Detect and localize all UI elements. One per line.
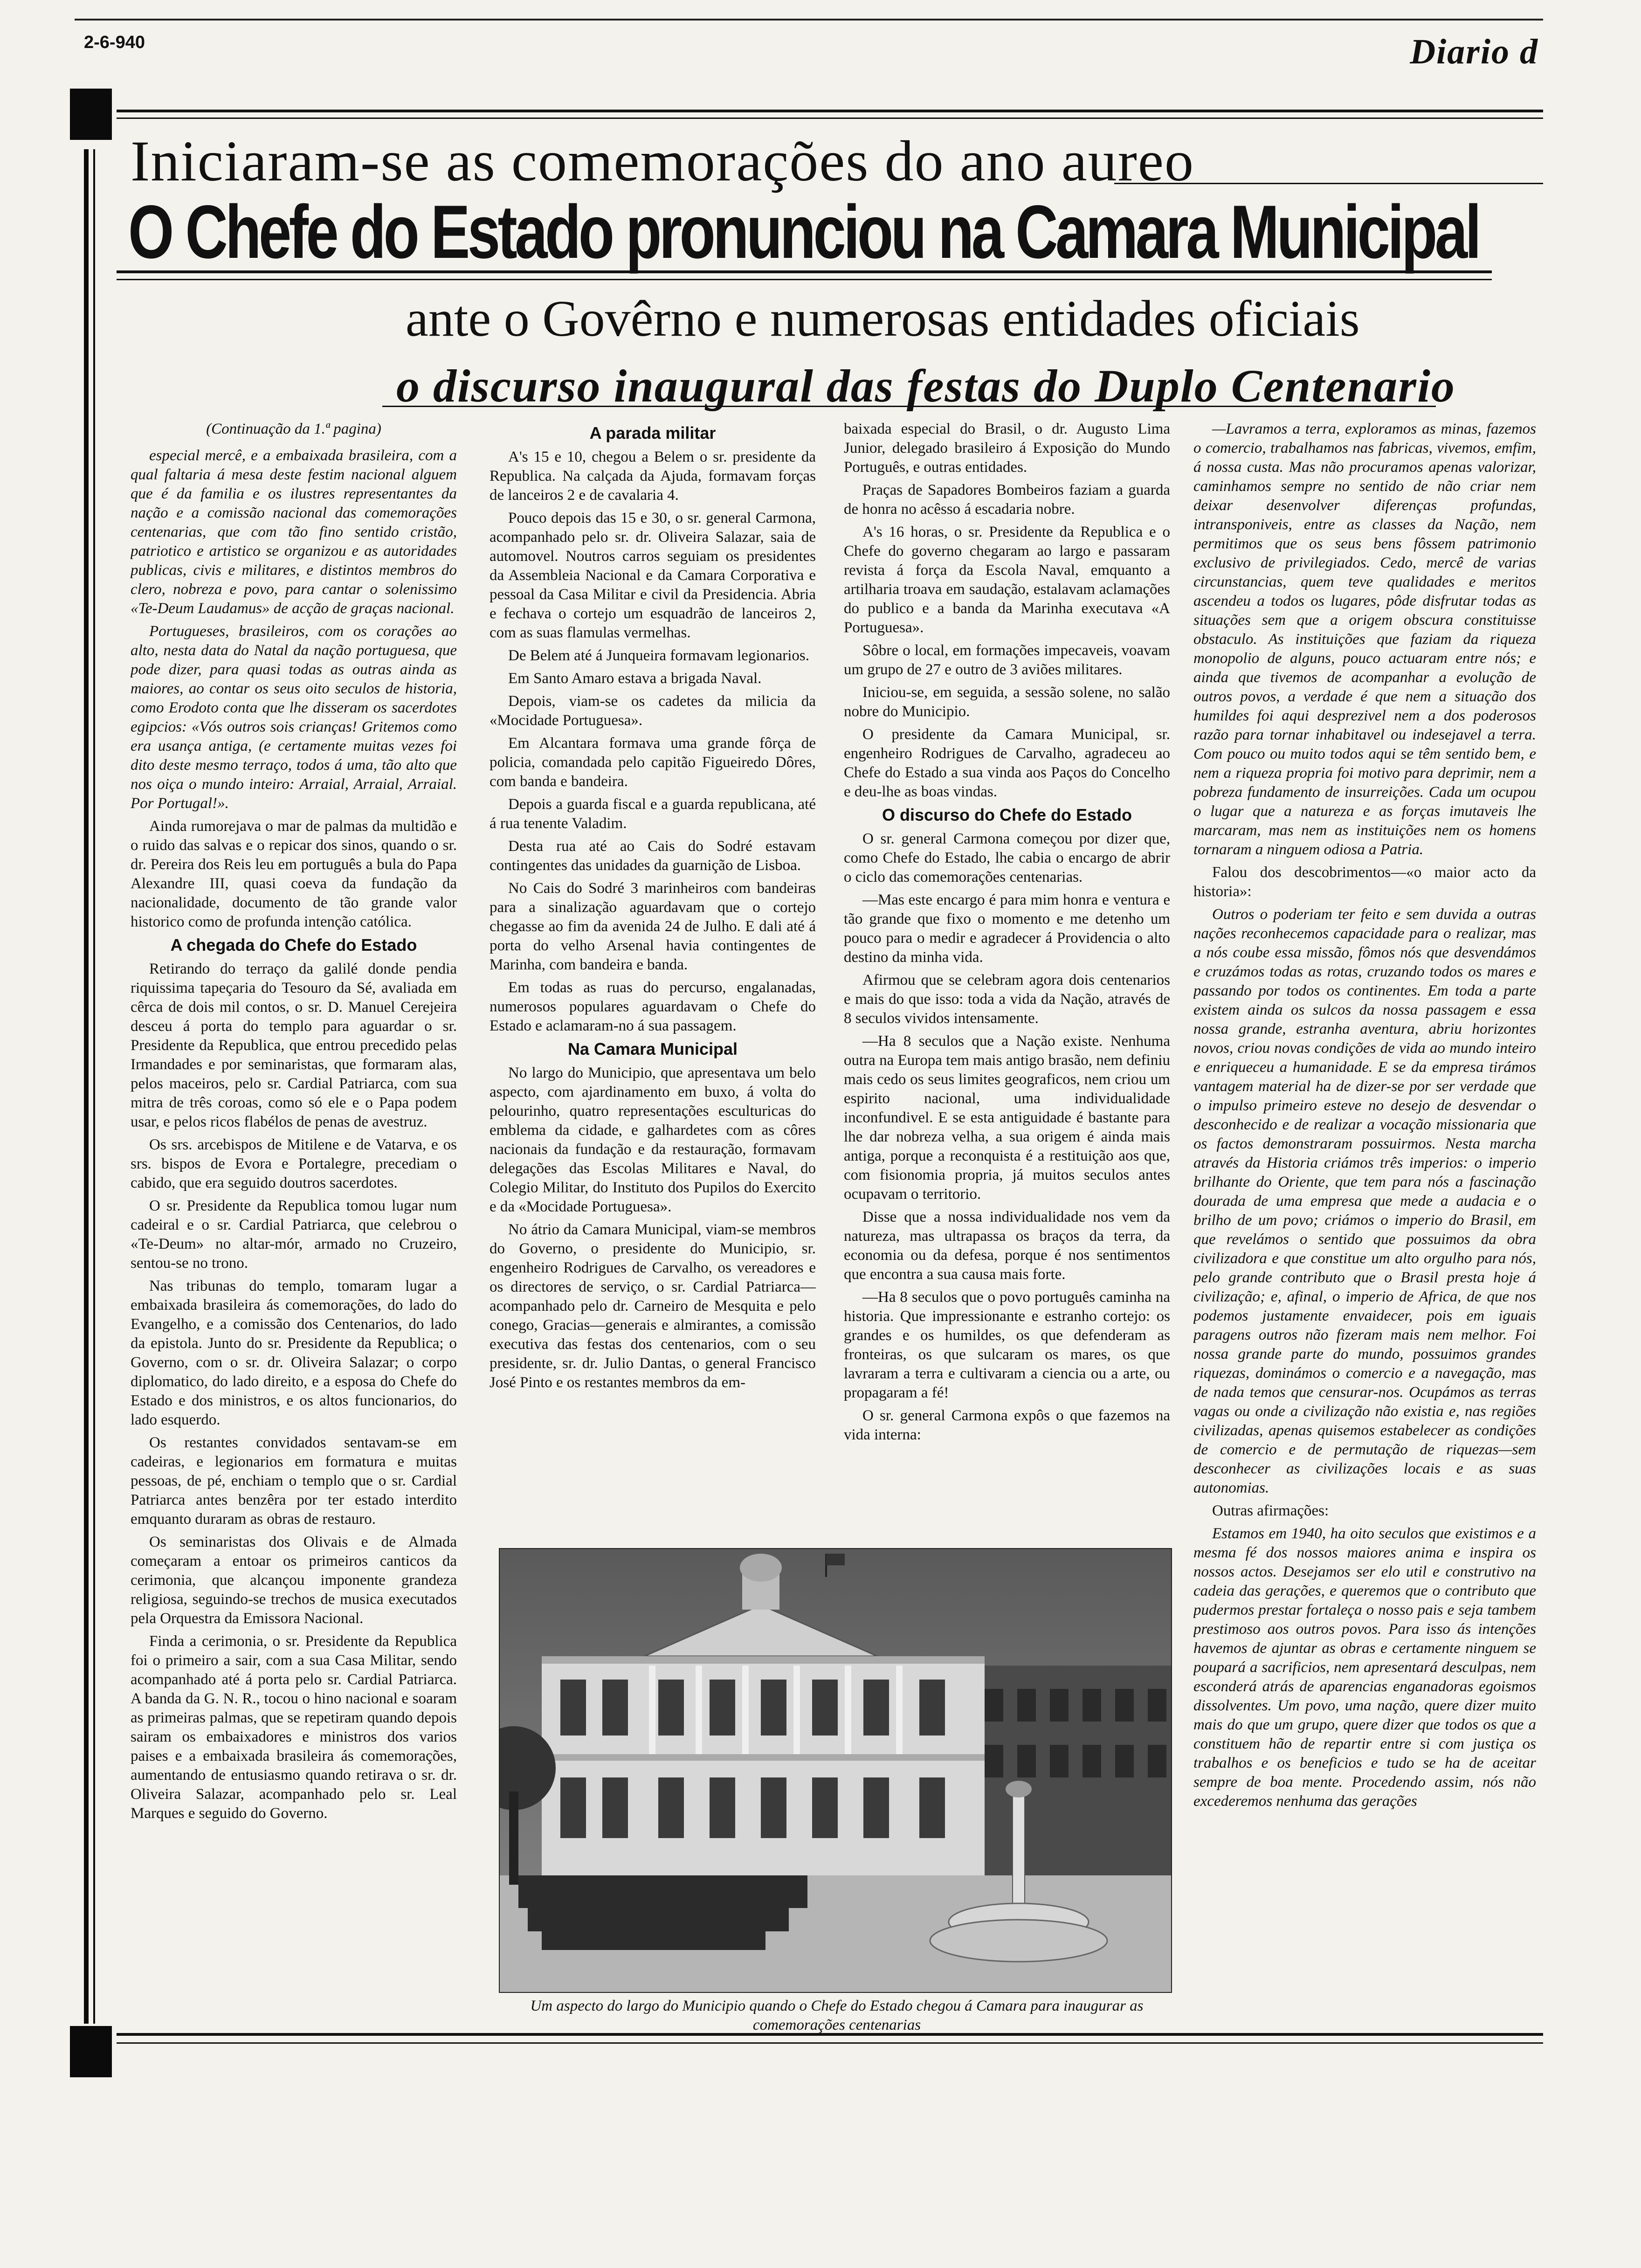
paragraph: —Lavramos a terra, exploramos as minas, fazemos o comercio, trabalhamos nas fabricas, vivemos, emfim, á nossa custa. Mas não procuramos apenas valorizar, caminhamos sempre no sentido de não criar nem deixar desenvolver diferenças profundas, intransponiveis, entre as classes da Nação, nem permitimos que os seus bens fôssem patrimonio exclusivo de privilegiados. Cedo, mercê de varias circunstancias, quem teve qualidades e meritos ascendeu a todos os lugares, pôde disfrutar todas as situações sem que a origem obscura constituisse obstaculo. As instituições que faziam da riqueza monopolio de alguns, pouco actuaram entre nós; e ainda que tivemos de acompanhar a evolução de outros povos, a verdade é que nem a situação dos humildes foi aqui desprezivel nem a dos poderosos razão para tornar inhabitavel ou indesejavel a terra. Com pouco ou muito todos aqui se têm sentido bem, e nem a riqueza propria foi motivo para deprimir, nem a pobreza fundamento de insurreições. Cada um ocupou o lugar que a natureza e as forças imutaveis lhe marcaram, mas nem as instituições nem os homens tornaram a ninguem odiosa a Patria.	[1193, 421, 1536, 858]
paragraph: Em Alcantara formava uma grande fôrça de policia, comandada pelo capitão Figueiredo Dôres, com banda e bandeira.	[490, 735, 816, 790]
paragraph: —Mas este encargo é para mim honra e ventura e tão grande que fixo o momento e me detenho um pouco para o medir e agradecer á Providencia o alto destino da minha vida.	[844, 892, 1170, 966]
paragraph: Nas tribunas do templo, tomaram lugar a embaixada brasileira ás comemorações, do lado do Evangelho, e a comissão dos Centenarios, do lado da epistola. Junto do sr. Presidente da Republica; o Governo, com o sr. dr. Oliveira Salazar; o corpo diplomatico, do lado direito, e a esposa do Chefe do Estado e dos ministros, e os altos funcionarios, do lado esquerdo.	[131, 1278, 457, 1428]
paragraph: A's 16 horas, o sr. Presidente da Republica e o Chefe do governo chegaram ao largo e passaram revista á força da Escola Naval, emquanto a artilharia troava em saudação, estalavam aclamações do publico e a banda da Marinha executava «A Portuguesa».	[844, 524, 1170, 636]
paragraph: Pouco depois das 15 e 30, o sr. general Carmona, acompanhado pelo sr. dr. Oliveira Salazar, saia de automovel. Noutros carros seguiam os presidentes da Assembleia Nacional e da Camara Corporativa e pessoal da Casa Militar e civil da Presidencia. Abria e fechava o cortejo um esquadrão de lanceiros 2, com as suas flamulas vermelhas.	[490, 510, 816, 641]
paragraph: Outras afirmações:	[1212, 1502, 1329, 1519]
paragraph: No Cais do Sodré 3 marinheiros com bandeiras para a sinalização aguardavam que o cortejo chegasse ao fim da avenida 24 de Julho. E dali até á porta do velho Arsenal havia contingentes de Marinha, com bandeira e banda.	[490, 880, 816, 973]
paragraph: Ainda rumorejava o mar de palmas da multidão e o ruido das salvas e o repicar dos sinos, quando o sr. dr. Pereira dos Reis leu em português a bula do Papa Alexandre III, quasi coeva da fundação da nacionalidade, documento de tão grande valor historico como de profunda intenção católica.	[131, 818, 457, 930]
paragraph: De Belem até á Junqueira formavam legionarios.	[508, 647, 810, 664]
paragraph: Os srs. arcebispos de Mitilene e de Vatarva, e os srs. bispos de Evora e Portalegre, precediam o cabido, que era seguido doutros sacerdotes.	[131, 1136, 457, 1191]
paragraph: Os restantes convidados sentavam-se em cadeiras, e legionarios em formatura e muitas pessoas, de pé, enchiam o templo que o sr. Cardial Patriarca antes benzêra por ter estado interdito emquanto duraram as obras de restauro.	[131, 1434, 457, 1528]
section-heading: A parada militar	[589, 423, 716, 443]
paragraph: Depois a guarda fiscal e a guarda republicana, até á rua tenente Valadim.	[490, 796, 816, 832]
side-block-bottom	[70, 2026, 112, 2077]
paragraph: Estamos em 1940, ha oito seculos que existimos e a mesma fé dos nossos maiores anima e inspira os nossos actos. Desejamos ser elo util e construtivo na cadeia das gerações, e queremos que o contributo que pudermos prestar fortaleça o nosso pais e seja tambem prestimoso aos outros povos. Para isso ás intenções havemos de ajuntar as obras e certamente ninguem se poupará a sacrificios, nem apresentará desculpas, nem esconderá atrás de aparencias enganadoras egoismos dissolventes. Um povo, uma nação, quere dizer muito mais do que um grupo, quere dizer que todos os que a constituem hão de repartir entre si com justiça os trabalhos e os beneficios e tudo se ha de aceitar sempre de boa mente. Procedendo assim, nós não excederemos nenhuma das gerações	[1193, 1525, 1536, 1810]
town-hall-illustration	[500, 1549, 1171, 1992]
paragraph: Afirmou que se celebram agora dois centenarios e mais do que isso: toda a vida da Nação, através de 8 seculos vividos intensamente.	[844, 972, 1170, 1027]
paragraph: —Ha 8 seculos que a Nação existe. Nenhuma outra na Europa tem mais antigo brasão, nem definiu mais cedo os seus limites geograficos, nem criou um espirito nacional, uma individualidade inconfundivel. E se esta antiguidade é bastante para lhe dar nobreza velha, a sua origem é ainda mais antiga, porque a reconquista é a restituição aos que, com fisionomia propria, já muitos seculos antes ocupavam o territorio.	[844, 1033, 1170, 1203]
town-hall-photo	[499, 1548, 1172, 1993]
header-rule-2	[117, 118, 1543, 119]
paragraph: Praças de Sapadores Bombeiros faziam a guarda de honra no acêsso á escadaria nobre.	[844, 482, 1170, 518]
paragraph: Desta rua até ao Cais do Sodré estavam contingentes das unidades da guarnição de Lisboa.	[490, 838, 816, 874]
paragraph: Disse que a nossa individualidade nos vem da natureza, mas ultrapassa os braços da terra, da economia ou da defesa, porque é nos sentimentos que encontra a sua causa mais forte.	[844, 1209, 1170, 1283]
paragraph: especial mercê, e a embaixada brasileira, com a qual faltaria á mesa deste festim nacional alguem que é da familia e os ilustres representantes da nação e a comissão nacional das comemorações centenarias, que com tão fino sentido cristão, patriotico e artistico se organizou e as autoridades publicas, civis e militares, e distintos membros do clero, nobreza e povo, para cantar o solenissimo «Te-Deum Laudamus» de acção de graças nacional.	[131, 447, 457, 617]
top-border	[75, 19, 1543, 21]
side-block-top	[70, 89, 112, 140]
headline-underline-2	[117, 279, 1492, 280]
paragraph: Outros o poderiam ter feito e sem duvida a outras nações reconhecemos capacidade para o realizar, mas a nós coube essa missão, fômos nós que desvendámos e cruzámos todas as rotas, cruzando todos os mares e passando por todos os continentes. Em toda a parte existem ainda os sulcos da nossa passagem e essa nossa grande, estranha aventura, abriu horizontes novos, criou novas condições de vida ao mundo inteiro e enriqueceu a humanidade. E se da empresa tirámos vantagem material ha de dizer-se por ser verdade que o impulso primeiro esteve no desejo de desvendar o desconhecido e de realizar a vocação missionaria que os factos demonstraram possuirmos. Nesta marcha através da Historia criámos três imperios: o imperio brilhante do Oriente, que tem para nós a fascinação dourada de uma empresa que mede a audacia e o brilho de um povo; criámos o imperio do Brasil, em que revelámos o sentido que possuimos da obra civilizadora e que constitue um alto orgulho para nós, pelo grande contributo que o Brasil presta hoje á civilização; e, afinal, o imperio de Africa, de que nos podemos justamente envaidecer, pois em iguais paragens outros não fizeram mais nem melhor. Foi nossa grande parte do mundo, possuimos grandes riquezas, dominámos o comercio e a navegação, mas de nada temos que censurar-nos. Ocupámos as terras vagas ou onde a civilização não existia e, nas regiões civilizadas, apenas quisemos estabelecer as condições de comercio e de permutação de riquezas—sem desconhecer as civilizações locais e as suas autonomias.	[1193, 906, 1536, 1496]
paragraph: O presidente da Camara Municipal, sr. engenheiro Rodrigues de Carvalho, agradeceu ao Chefe do Estado a sua vinda aos Paços do Concelho e deu-lhe as boas vindas.	[844, 726, 1170, 800]
paragraph: Portugueses, brasileiros, com os corações ao alto, nesta data do Natal da nação portuguesa, que pode dizer, para quasi todas as outras ainda as maiores, ao contar os seus oito seculos de historia, como Erodoto conta que lhe disseram os sacerdotes egipcios: «Vós outros sois crianças! Gritemos como era usança antiga, (e certamente muitas vezes foi dito deste mesmo terraço, todos á uma, tão alto que nos oiça o mundo inteiro: Arraial, Arraial, Arraial. Por Portugal!».	[131, 623, 457, 812]
paragraph: Sôbre o local, em formações impecaveis, voavam um grupo de 27 e outro de 3 aviões militares.	[844, 642, 1170, 678]
paragraph: O sr. general Carmona expôs o que fazemos na vida interna:	[844, 1407, 1170, 1443]
paragraph: A's 15 e 10, chegou a Belem o sr. presidente da Republica. Na calçada da Ajuda, formavam forças de lanceiros 2 e de cavalaria 4.	[490, 449, 816, 504]
side-rule-inner	[93, 149, 95, 2024]
paragraph: Os seminaristas dos Olivais e de Almada começaram a entoar os primeiros canticos da cerimonia, que alcançou imponente grandeza religiosa, seguindo-se trechos de musica executados pela Orquestra da Emissora Nacional.	[131, 1534, 457, 1627]
subheadline-2: o discurso inaugural das festas do Duplo Centenario	[396, 360, 1455, 412]
paragraph: —Ha 8 seculos que o povo português caminha na historia. Que impressionante e estranho cortejo: os grandes e os humildes, os que defenderam as fronteiras, os que sulcaram os mares, os que lavraram a terra e cultivaram a ciencia ou a arte, ou propagaram a fé!	[844, 1289, 1170, 1401]
column-2	[490, 420, 816, 1536]
section-heading: A chegada do Chefe do Estado	[170, 935, 417, 954]
paragraph: baixada especial do Brasil, o dr. Augusto Lima Junior, delegado brasileiro á Exposição do Mundo Português, e outras entidades.	[844, 421, 1170, 476]
continuation-note: (Continuação da 1.ª pagina)	[206, 421, 381, 437]
header-rule-1	[117, 110, 1543, 112]
column-4	[1193, 420, 1536, 2014]
paragraph: Falou dos descobrimentos—«o maior acto da historia»:	[1193, 864, 1536, 900]
paragraph: Iniciou-se, em seguida, a sessão solene, no salão nobre do Municipio.	[844, 684, 1170, 720]
section-heading: O discurso do Chefe do Estado	[882, 805, 1132, 824]
subheadline-1: ante o Govêrno e numerosas entidades oficiais	[406, 290, 1360, 347]
page-date: 2-6-940	[84, 33, 145, 52]
paragraph: Depois, viam-se os cadetes da milicia da «Mocidade Portuguesa».	[490, 693, 816, 729]
main-headline: O Chefe do Estado pronunciou na Camara Municipal	[128, 190, 1479, 274]
section-heading: Na Camara Municipal	[567, 1039, 738, 1058]
masthead: Diario d	[1410, 32, 1538, 71]
paragraph: O sr. Presidente da Republica tomou lugar num cadeiral e o sr. Cardial Patriarca, que celebrou o «Te-Deum» no altar-mór, armado no Cruzeiro, sentou-se no trono.	[131, 1197, 457, 1272]
photo-caption: Um aspecto do largo do Municipio quando o Chefe do Estado chegou á Camara para inaugurar as comemorações centenarias	[530, 1998, 1144, 2033]
footer-rule-1	[117, 2033, 1543, 2036]
kicker-headline: Iniciaram-se as comemorações do ano aureo	[131, 129, 1194, 193]
footer-rule-2	[117, 2042, 1543, 2044]
paragraph: No largo do Municipio, que apresentava um belo aspecto, com ajardinamento em buxo, á volta do pelourinho, quatro representações esculturicas do emblema da cidade, e galhardetes com as côres nacionais da fundação e da restauração, formavam delegações das Escolas Militares e Naval, do Colegio Militar, do Instituto dos Pupilos do Exercito e da «Mocidade Portuguesa».	[490, 1065, 816, 1215]
paragraph: Em todas as ruas do percurso, engalanadas, numerosos populares aguardavam o Chefe do Estado e aclamaram-no á sua passagem.	[490, 979, 816, 1034]
paragraph: Em Santo Amaro estava a brigada Naval.	[508, 670, 762, 687]
side-rule	[84, 149, 89, 2024]
paragraph: Finda a cerimonia, o sr. Presidente da Republica foi o primeiro a sair, com a sua Casa Militar, sendo acompanhado até á porta pelo sr. Cardial Patriarca. A banda da G. N. R., tocou o hino nacional e soaram as primeiras palmas, que se repetiram quando depois sairam os embaixadores e ministros dos varios paises e a embaixada brasileira ás comemorações, aumentando de entusiasmo quando retirava o sr. dr. Oliveira Salazar, acompanhado pelo sr. Leal Marques e seguido do Governo.	[131, 1633, 457, 1822]
paragraph: Retirando do terraço da galilé donde pendia riquissima tapeçaria do Tesouro da Sé, avaliada em cêrca de dois mil contos, o sr. D. Manuel Cerejeira desceu á porta do templo para aguardar o sr. Presidente da Republica, que entrou precedido pelas Irmandades e por seminaristas, que formaram alas, pelos maceiros, pelo sr. Cardial Patriarca, com sua mitra de três coroas, como só ele e o Papa podem usar, e pelos ricos flabélos de penas de avestruz.	[131, 961, 457, 1130]
paragraph: O sr. general Carmona começou por dizer que, como Chefe do Estado, lhe cabia o encargo de abrir o ciclo das comemorações centenarias.	[844, 830, 1170, 885]
paragraph: No átrio da Camara Municipal, viam-se membros do Governo, o presidente do Municipio, sr. engenheiro Rodrigues de Carvalho, os vereadores e os directores de serviço, o sr. Cardial Patriarca—acompanhado pelo dr. Carneiro de Mesquita e pelo conego, Gracias—generais e almirantes, a comissão executiva das festas dos centenarios, com o seu presidente, sr. dr. Julio Dantas, o general Francisco José Pinto e os restantes membros da em-	[490, 1221, 816, 1391]
column-1	[131, 420, 457, 2014]
column-3	[844, 420, 1170, 1536]
